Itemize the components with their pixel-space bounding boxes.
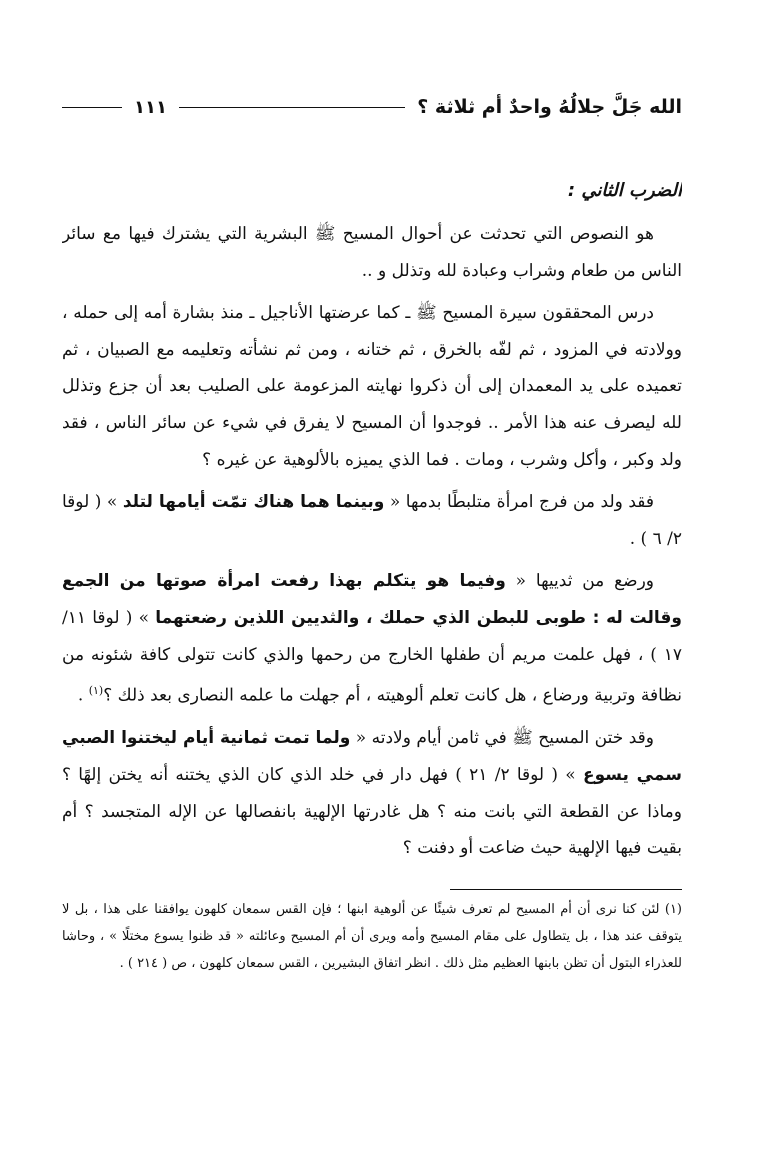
- footnote-separator: [450, 889, 682, 890]
- page-header: [62, 88, 682, 126]
- header-rule-end: [62, 107, 122, 108]
- paragraph-3-citation: » ( لوقا ٢/ ٦ ) .: [62, 492, 682, 549]
- paragraph-4-end: .: [77, 685, 89, 706]
- paragraph-3: [62, 484, 682, 557]
- book-page: [62, 88, 682, 1098]
- section-heading: الضرب الثاني :: [567, 180, 682, 201]
- paragraph-1: هو النصوص التي تحدثت عن أحوال المسيح ﷺ البشرية التي يشترك فيها مع سائر الناس من طعام وشراب وعبادة لله وتذلل و ..: [62, 224, 682, 281]
- page-number: ١١١: [134, 96, 167, 118]
- paragraph-2: درس المحققون سيرة المسيح ﷺ ـ كما عرضتها الأناجيل ـ منذ بشارة أمه إلى حمله ، وولادته في المزود ، ثم لفّه بالخرق ، ثم ختانه ، ومن ثم نشأته وتعليمه مع الصبيان ، ثم تعميده على يد المعمدان إلى أن ذكروا نهايته المزعومة على الصليب بعد أن جزع وتذلل لله ليصرف عنه هذا الأمر .. فوجدوا أن المسيح لا يفرق في شيء عن سائر الناس ، فقد ولد وكبر ، وأكل وشرب ، ومات . فما الذي يميزه بالألوهية عن غيره ؟: [62, 303, 682, 470]
- paragraph-3-text: فقد ولد من فرج امرأة متلبطًا بدمها «: [384, 492, 655, 513]
- gospel-quote: وبينما هما هناك تمّت أيامها لتلد: [122, 492, 385, 513]
- paragraph-5-text: وقد ختن المسيح ﷺ في ثامن أيام ولادته «: [350, 728, 654, 749]
- gospel-quote: ولما تمت ثمانية أيام ليختنوا الصبي سمي يسوع: [62, 728, 682, 785]
- paragraph-4-continuation: » ( لوقا ١١/ ١٧ ) ، فهل علمت مريم أن طفلها الخارج من رحمها والذي كانت تتولى كافة شئونه من نظافة وتربية ورضاع ، هل كانت تعلم ألوهيته ، أم جهلت ما علمه النصارى بعد ذلك ؟: [62, 607, 682, 706]
- footnote-reference[interactable]: (١): [88, 684, 104, 698]
- paragraph-5-continuation: » ( لوقا ٢/ ٢١ ) فهل دار في خلد الذي كان الذي يختنه أنه يختن إلهًا ؟ وماذا عن القطعة التي بانت منه ؟ هل غادرتها الإلهية بانفصالها عن الإله المتجسد ؟ أم بقيت فيها الإلهية حيث ضاعت أو دفنت ؟: [62, 764, 682, 859]
- paragraph-4-text: ورضع من ثدييها «: [505, 571, 654, 592]
- header-rule: [179, 107, 405, 108]
- paragraph-5: [62, 720, 682, 866]
- paragraph-4: [62, 563, 682, 714]
- gospel-quote: وفيما هو يتكلم بهذا رفعت امرأة صوتها من الجمع وقالت له : طوبى للبطن الذي حملك ، والثديين اللذين رضعتهما: [62, 571, 682, 628]
- body-text: [62, 216, 682, 867]
- running-title: الله جَلَّ جلالُهُ واحدٌ أم ثلاثة ؟: [417, 96, 682, 118]
- footnote-1: (١) لئن كنا نرى أن أم المسيح لم تعرف شيئًا عن ألوهية ابنها ؛ فإن القس سمعان كلهون يوافقنا على هذا ، بل لا يتوقف عند هذا ، بل يتطاول على مقام المسيح وأمه ويرى أن أم المسيح وعائلته « قد ظنوا يسوع مختلًا » ، وحاشا للعذراء البتول أن تظن بابنها العظيم مثل ذلك . انظر اتفاق البشيرين ، القس سمعان كلهون ، ص ( ٢١٤ ) .: [62, 901, 682, 971]
